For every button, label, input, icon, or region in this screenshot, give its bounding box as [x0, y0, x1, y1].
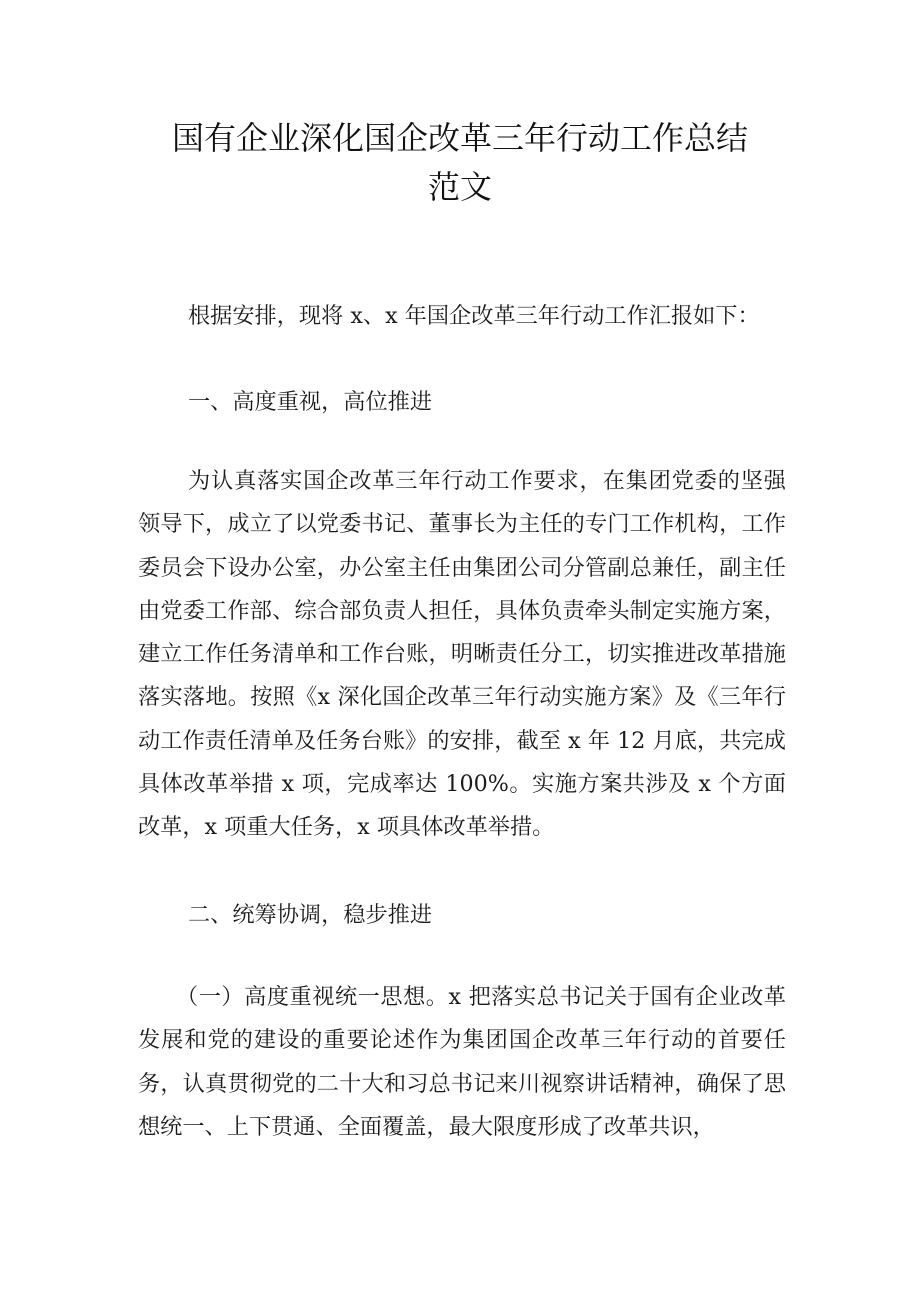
section2-heading: 二、统筹协调，稳步推进 — [188, 902, 433, 928]
section1-paragraph: 为认真落实国企改革三年行动工作要求，在集团党委的坚强领导下，成立了以党委书记、董事长为主任的专门工作机构，工作委员会下设办公室，办公室主任由集团公司分管副总兼任，副主任由党委工作部、综合部负责人担任，具体负责牵头制定实施方案，建立工作任务清单和工作台账，明晰责任分工，切实推进改革措施落实落地。按照《x 深化国企改革三年行动实施方案》及《三年行动工作责任清单及任务台账》的安排，截至 x 年 12 月底，共完成具体改革举措 x 项，完成率达 100%。实施方案共涉及 x 个方面改革，x 项重大任务，x 项具体改革举措。 — [138, 468, 786, 841]
section2-paragraph: （一）高度重视统一思想。x 把落实总书记关于国有企业改革发展和党的建设的重要论述作为集团国企改革三年行动的首要任务，认真贯彻党的二十大和习总书记来川视察讲话精神，确保了思想统一、上下贯通、全面覆盖，最大限度形成了改革共识， — [138, 984, 786, 1140]
document-title-line1: 国有企业深化国企改革三年行动工作总结 — [171, 119, 748, 157]
section1-heading: 一、高度重视，高位推进 — [188, 389, 433, 415]
intro-text: 根据安排，现将 x、x 年国企改革三年行动工作汇报如下： — [188, 303, 760, 329]
document-title-line2: 范文 — [427, 168, 492, 206]
